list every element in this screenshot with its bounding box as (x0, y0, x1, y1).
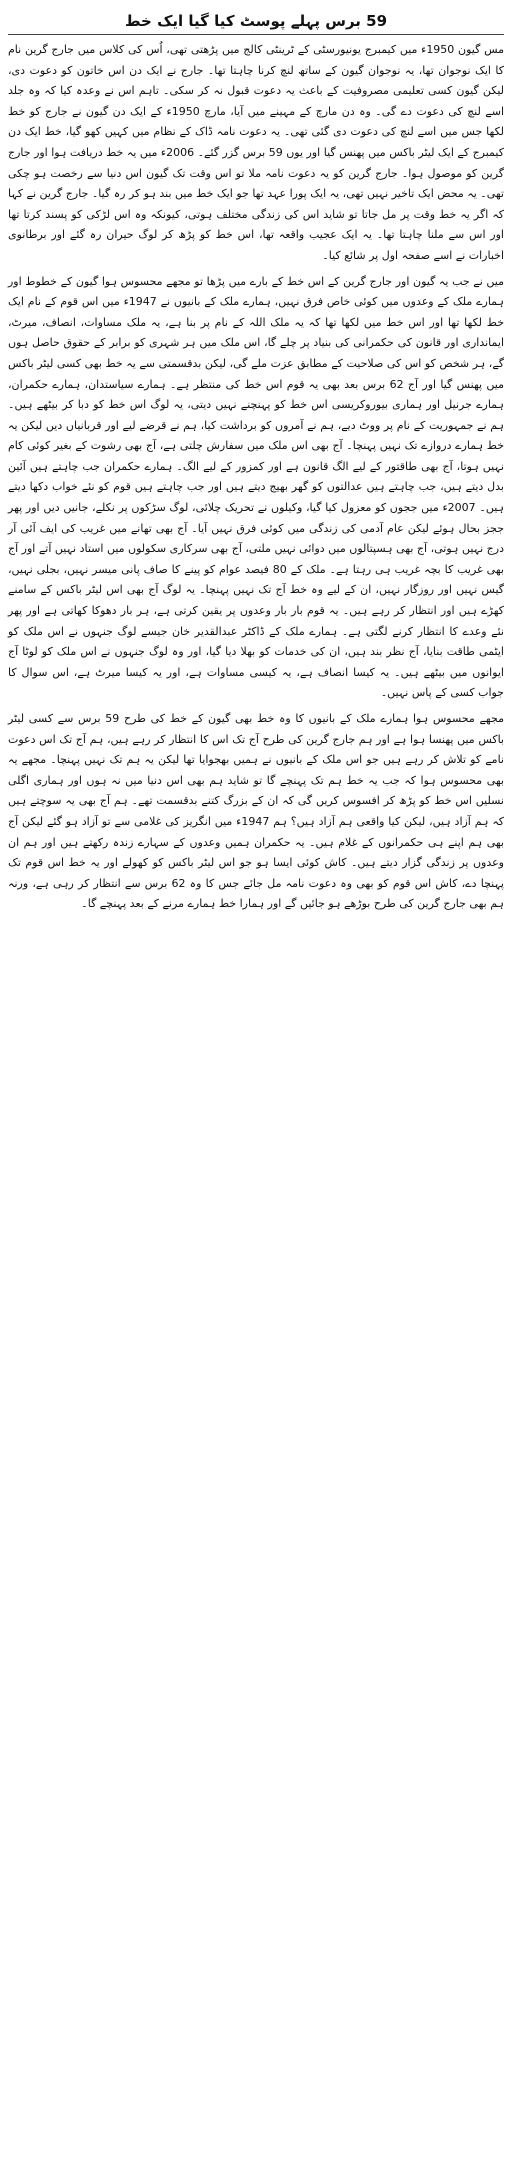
article-headline: 59 برس پہلے پوسٹ کیا گیا ایک خط (8, 0, 504, 35)
article-body (8, 40, 504, 920)
article-paragraph-3: مجھے محسوس ہوا ہمارے ملک کے بانیوں کا وہ خط بھی گیون کے خط کی طرح 59 برس سے کسی لیٹر باکس میں پھنسا ہوا ہے اور ہم جارج گرین کی طرح آج تک اس کا انتظار کر رہے ہیں، ہم آج تک اس دعوت نامے کو تلاش کر رہے ہیں جو اس ملک کے بانیوں نے ہمیں بھجوایا تھا لیکن یہ ہم تک نہیں پہنچا۔ مجھے یہ بھی محسوس ہوا کہ جب یہ خط ہم تک پہنچے گا تو شاید ہم بھی اس دنیا میں نہ ہوں اور ہماری اگلی نسلیں اس خط کو پڑھ کر افسوس کریں گی کہ ان کے بزرگ کتنے بدقسمت تھے۔ ہم آج بھی یہ سوچتے ہیں کہ ہم آزاد ہیں، لیکن کیا واقعی ہم آزاد ہیں؟ ہم 1947ء میں انگریز کی غلامی سے تو آزاد ہو گئے لیکن آج بھی ہم اپنے ہی حکمرانوں کے غلام ہیں۔ یہ حکمران ہمیں وعدوں کے سہارے زندہ رکھتے ہیں اور ہم ان وعدوں پر زندگی گزار دیتے ہیں۔ کاش کوئی ایسا ہو جو اس لیٹر باکس کو کھولے اور یہ خط اس قوم تک پہنچا دے، کاش اس قوم کو بھی وہ دعوت نامہ مل جائے جس کا وہ 62 برس سے انتظار کر رہی ہے، ورنہ ہم بھی جارج گرین کی طرح بوڑھے ہو جائیں گے اور ہمارا خط ہمارے مرنے کے بعد پہنچے گا۔ (8, 712, 504, 911)
article-paragraph-2: میں نے جب یہ گیون اور جارج گرین کے اس خط کے بارے میں پڑھا تو مجھے محسوس ہوا گیون کے خطوط اور ہمارے ملک کے وعدوں میں کوئی خاص فرق نہیں، ہمارے ملک کے بانیوں نے 1947ء میں اس قوم کے نام ایک خط لکھا تھا اور اس خط میں لکھا تھا کہ یہ ملک اللہ کے نام پر بنا ہے، یہ ملک مساوات، انصاف، میرٹ، ایمانداری اور قانون کی حکمرانی کی بنیاد پر چلے گا، اس ملک میں ہر شہری کو برابر کے حقوق حاصل ہوں گے، ہر شخص کو اس کی صلاحیت کے مطابق عزت ملے گی، لیکن بدقسمتی سے یہ خط بھی کسی لیٹر باکس میں پھنس گیا اور آج 62 برس بعد بھی یہ قوم اس خط کی منتظر ہے۔ ہمارے سیاستدان، ہمارے حکمران، ہمارے جرنیل اور ہماری بیوروکریسی اس خط کو پہنچنے نہیں دیتی، یہ لوگ اس خط کو دبا کر بیٹھے ہیں۔ ہم نے جمہوریت کے نام پر ووٹ دیے، ہم نے آمروں کو برداشت کیا، ہم نے قرضے لیے اور قربانیاں دیں لیکن یہ خط ہمارے دروازے تک نہیں پہنچا۔ آج بھی اس ملک میں سفارش چلتی ہے، آج بھی رشوت کے بغیر کوئی کام نہیں ہوتا، آج بھی طاقتور کے لیے الگ قانون ہے اور کمزور کے لیے الگ۔ ہمارے حکمران جب چاہتے ہیں آئین بدل دیتے ہیں، جب چاہتے ہیں عدالتوں کو گھر بھیج دیتے ہیں اور جب چاہتے ہیں قوم کو نئے خواب دکھا دیتے ہیں۔ 2007ء میں ججوں کو معزول کیا گیا، وکیلوں نے تحریک چلائی، لوگ سڑکوں پر نکلے، جانیں دیں اور پھر ججز بحال ہوئے لیکن عام آدمی کی زندگی میں کوئی فرق نہیں آیا۔ آج بھی تھانے میں غریب کی ایف آئی آر درج نہیں ہوتی، آج بھی ہسپتالوں میں دوائی نہیں ملتی، آج بھی سرکاری سکولوں میں استاد نہیں آتے اور آج بھی غریب کا بچہ غریب ہی رہتا ہے۔ ملک کے 80 فیصد عوام کو پینے کا صاف پانی میسر نہیں، بجلی نہیں، گیس نہیں اور روزگار نہیں، ان کے لیے وہ خط آج تک نہیں پہنچا۔ یہ لوگ آج بھی اس لیٹر باکس کے سامنے کھڑے ہیں اور انتظار کر رہے ہیں۔ یہ قوم بار بار وعدوں پر یقین کرتی ہے، ہر بار دھوکا کھاتی ہے اور پھر نئے وعدے کا انتظار کرنے لگتی ہے۔ ہمارے ملک کے ڈاکٹر عبدالقدیر خان جیسے لوگ جنہوں نے اس ملک کو ایٹمی طاقت بنایا، آج نظر بند ہیں، ان کی خدمات کو بھلا دیا گیا، اور وہ لوگ جنہوں نے اس ملک کو لوٹا آج ایوانوں میں بیٹھے ہیں۔ یہ کیسا انصاف ہے، یہ کیسی مساوات ہے، اور یہ کیسا میرٹ ہے، اس سوال کا جواب کسی کے پاس نہیں۔ (8, 274, 504, 700)
article-paragraph-1: مس گیون 1950ء میں کیمبرج یونیورسٹی کے ٹرینٹی کالج میں پڑھتی تھی، اُس کی کلاس میں جارج گرین نام کا ایک نوجوان تھا، یہ نوجوان گیون کے ساتھ لنچ کرنا چاہتا تھا۔ جارج نے ایک دن اس خاتون کو دعوت دی، لیکن گیون کسی تعلیمی مصروفیت کے باعث یہ دعوت قبول نہ کر سکی۔ تاہم اس نے وعدہ کیا کہ وہ جلد اسے لنچ کی دعوت دے گی۔ وہ دن مارچ کے مہینے میں آیا، مارچ 1950ء کے ایک دن گیون نے جارج کو خط لکھا جس میں اسے لنچ کی دعوت دی گئی تھی۔ یہ دعوت نامہ ڈاک کے نظام میں کہیں کھو گیا، خط ایک دن کیمبرج کے ایک لیٹر باکس میں پھنس گیا اور یوں 59 برس گزر گئے۔ 2006ء میں یہ خط دریافت ہوا اور جارج گرین کو موصول ہوا۔ جارج گرین کو یہ دعوت نامہ ملا تو اس وقت تک گیون اس دنیا سے رخصت ہو چکی تھی۔ یہ محض ایک تاخیر نہیں تھی، یہ ایک پورا عہد تھا جو ایک خط میں بند ہو کر رہ گیا۔ جارج گرین نے کہا کہ اگر یہ خط وقت پر مل جاتا تو شاید اس کی زندگی مختلف ہوتی، کیونکہ وہ اس لڑکی کو پسند کرتا تھا اور اس سے ملنا چاہتا تھا۔ یہ ایک عجیب واقعہ تھا، اس خط کو پڑھ کر لوگ حیران رہ گئے اور برطانوی اخبارات نے اسے صفحہ اول پر شائع کیا۔ (8, 43, 504, 262)
